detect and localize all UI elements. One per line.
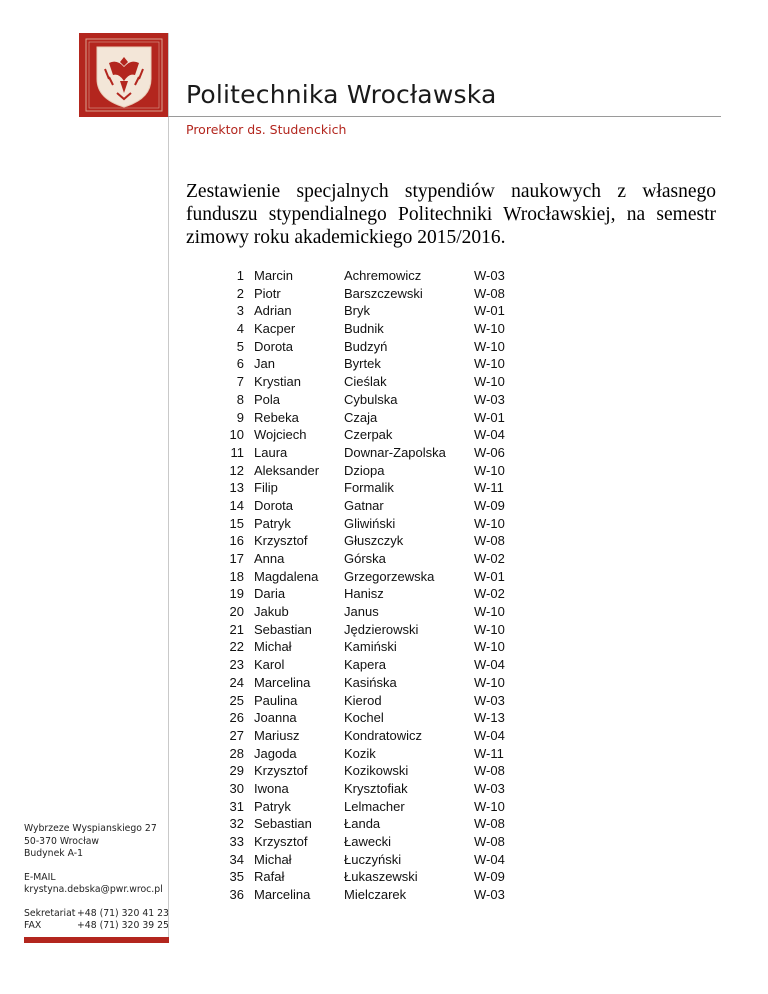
row-number: 20: [229, 604, 244, 620]
row-number: 2: [236, 285, 244, 301]
first-name: Karol: [254, 657, 285, 673]
first-name: Magdalena: [254, 568, 319, 584]
faculty-code: W-01: [474, 568, 505, 584]
row-number: 19: [229, 586, 244, 602]
list-row: [226, 621, 524, 639]
last-name: Krysztofiak: [344, 780, 408, 796]
last-name: Grzegorzewska: [344, 568, 435, 584]
first-name: Krzysztof: [254, 763, 308, 779]
list-row: [226, 727, 524, 745]
row-number: 11: [230, 444, 244, 460]
address-line: Wybrzeze Wyspianskiego 27: [24, 823, 157, 834]
phone-number: +48 (71) 320 41 23: [77, 907, 169, 919]
list-row: [226, 568, 524, 586]
row-number: 30: [229, 780, 244, 796]
list-row: [226, 462, 524, 480]
row-number: 8: [236, 391, 244, 407]
last-name: Górska: [344, 551, 386, 566]
row-number: 28: [229, 745, 244, 761]
last-name: Bryk: [344, 303, 370, 319]
faculty-code: W-10: [474, 356, 505, 372]
row-number: 1: [236, 268, 244, 283]
faculty-code: W-11: [474, 745, 504, 761]
first-name: Mariusz: [254, 727, 300, 743]
fax-label: FAX: [24, 920, 42, 931]
fax-number: +48 (71) 320 39 25: [77, 920, 169, 931]
first-name: Patryk: [254, 798, 291, 814]
row-number: 21: [229, 621, 244, 637]
first-name: Marcelina: [254, 887, 311, 903]
first-name: Jakub: [254, 604, 289, 620]
document-title: Zestawienie specjalnych stypendiów naukowych z własnego funduszu stypendialnego Politechniki Wrocławskiej, na semestr zimowy roku akademickiego 2015/2016.: [186, 181, 716, 248]
last-name: Ławecki: [344, 834, 391, 849]
last-name: Czerpak: [344, 427, 393, 443]
last-name: Kozik: [344, 745, 376, 761]
first-name: Adrian: [254, 303, 292, 319]
first-name: Daria: [254, 586, 286, 602]
last-name: Lelmacher: [344, 798, 405, 814]
header-divider: [168, 116, 721, 117]
row-number: 15: [229, 515, 244, 531]
row-number: 5: [236, 338, 244, 354]
row-number: 12: [229, 462, 244, 478]
list-row: [226, 798, 524, 816]
list-row: [226, 515, 524, 533]
row-number: 36: [229, 887, 244, 903]
last-name: Kierod: [344, 692, 382, 708]
faculty-code: W-08: [474, 763, 505, 779]
list-row: [226, 815, 524, 833]
last-name: Janus: [344, 604, 379, 620]
first-name: Michał: [254, 639, 292, 655]
faculty-code: W-03: [474, 391, 505, 407]
last-name: Łanda: [344, 816, 381, 832]
last-name: Formalik: [344, 480, 394, 496]
faculty-code: W-04: [474, 657, 505, 673]
row-number: 16: [229, 533, 244, 549]
contact-block: [24, 823, 169, 933]
last-name: Budzyń: [344, 338, 388, 354]
list-row: [226, 532, 524, 550]
faculty-code: W-10: [474, 515, 505, 531]
phone-label: Sekretariat: [24, 907, 76, 919]
last-name: Cybulska: [344, 391, 398, 407]
row-number: 22: [229, 639, 244, 655]
row-number: 25: [229, 692, 244, 708]
last-name: Kozikowski: [344, 763, 409, 779]
last-name: Czaja: [344, 409, 378, 425]
first-name: Michał: [254, 851, 292, 867]
faculty-code: W-01: [474, 303, 505, 319]
list-row: [226, 444, 524, 462]
eagle-emblem-icon: [79, 33, 169, 117]
last-name: Barszczewski: [344, 285, 423, 301]
first-name: Dorota: [254, 338, 294, 354]
last-name: Łukaszewski: [344, 869, 418, 885]
faculty-code: W-06: [474, 444, 505, 460]
faculty-code: W-10: [474, 639, 505, 655]
row-number: 7: [236, 374, 244, 390]
list-row: [226, 603, 524, 621]
row-number: 3: [236, 303, 244, 319]
last-name: Dziopa: [344, 462, 385, 478]
list-row: [226, 638, 524, 656]
list-row: [226, 338, 524, 356]
row-number: 35: [229, 869, 244, 885]
last-name: Mielczarek: [344, 887, 407, 903]
first-name: Krzysztof: [254, 834, 308, 849]
first-name: Marcin: [254, 268, 294, 283]
list-row: [226, 373, 524, 391]
first-name: Kacper: [254, 321, 296, 337]
faculty-code: W-09: [474, 497, 505, 513]
first-name: Filip: [254, 480, 278, 496]
first-name: Anna: [254, 551, 285, 566]
address-line: 50-370 Wrocław: [24, 835, 100, 847]
footer-accent-bar: [24, 937, 169, 943]
first-name: Krystian: [254, 374, 301, 390]
row-number: 31: [229, 798, 244, 814]
first-name: Pola: [254, 391, 281, 407]
row-number: 4: [236, 321, 244, 337]
faculty-code: W-08: [474, 285, 505, 301]
first-name: Rafał: [254, 869, 285, 885]
first-name: Jagoda: [254, 745, 297, 761]
faculty-code: W-09: [474, 869, 505, 885]
faculty-code: W-10: [474, 374, 505, 390]
row-number: 33: [229, 834, 244, 849]
row-number: 13: [229, 480, 244, 496]
last-name: Downar-Zapolska: [344, 444, 446, 460]
first-name: Paulina: [254, 692, 298, 708]
list-row: [226, 302, 524, 320]
last-name: Łuczyński: [344, 851, 402, 867]
row-number: 14: [229, 497, 244, 513]
last-name: Gliwiński: [344, 515, 396, 531]
first-name: Piotr: [254, 285, 281, 301]
list-row: [226, 780, 524, 798]
list-row: [226, 851, 524, 869]
row-number: 32: [229, 816, 244, 832]
last-name: Gatnar: [344, 497, 384, 513]
faculty-code: W-11: [474, 480, 504, 496]
university-logo: [79, 33, 169, 117]
first-name: Sebastian: [254, 621, 312, 637]
faculty-code: W-02: [474, 551, 505, 566]
unit-name: Prorektor ds. Studenckich: [186, 122, 347, 137]
scholarship-list: [226, 267, 524, 904]
row-number: 34: [229, 851, 244, 867]
last-name: Achremowicz: [344, 268, 422, 283]
faculty-code: W-03: [474, 887, 505, 903]
university-name: Politechnika Wrocławska: [186, 80, 497, 109]
faculty-code: W-10: [474, 674, 505, 690]
last-name: Kasińska: [344, 674, 397, 690]
first-name: Dorota: [254, 497, 294, 513]
first-name: Sebastian: [254, 816, 312, 832]
list-row: [226, 868, 524, 886]
row-number: 10: [229, 427, 244, 443]
faculty-code: W-03: [474, 780, 505, 796]
first-name: Iwona: [254, 780, 289, 796]
row-number: 26: [229, 710, 244, 726]
list-row: [226, 674, 524, 692]
faculty-code: W-10: [474, 621, 505, 637]
first-name: Wojciech: [254, 427, 307, 443]
first-name: Laura: [254, 444, 288, 460]
first-name: Aleksander: [254, 462, 320, 478]
faculty-code: W-10: [474, 321, 505, 337]
list-row: [226, 550, 524, 568]
first-name: Rebeka: [254, 409, 299, 425]
faculty-code: W-04: [474, 427, 505, 443]
row-number: 24: [229, 674, 244, 690]
faculty-code: W-10: [474, 798, 505, 814]
email-label: E-MAIL: [24, 871, 56, 883]
last-name: Kamiński: [344, 639, 397, 655]
list-row: [226, 409, 524, 427]
address-line: Budynek A-1: [24, 848, 84, 859]
row-number: 9: [236, 409, 244, 425]
list-row: [226, 833, 524, 851]
last-name: Kondratowicz: [344, 727, 423, 743]
last-name: Byrtek: [344, 356, 381, 372]
first-name: Marcelina: [254, 674, 311, 690]
first-name: Patryk: [254, 515, 291, 531]
list-row: [226, 692, 524, 710]
faculty-code: W-08: [474, 533, 505, 549]
list-row: [226, 656, 524, 674]
list-row: [226, 320, 524, 338]
last-name: Kapera: [344, 657, 386, 673]
list-row: [226, 391, 524, 409]
last-name: Głuszczyk: [344, 533, 404, 549]
list-row: [226, 585, 524, 603]
row-number: 29: [229, 763, 244, 779]
last-name: Hanisz: [344, 586, 384, 602]
last-name: Kochel: [344, 710, 384, 726]
list-row: [226, 886, 524, 904]
row-number: 18: [229, 568, 244, 584]
row-number: 6: [236, 356, 244, 372]
first-name: Joanna: [254, 710, 297, 726]
email-address: krystyna.debska@pwr.wroc.pl: [24, 884, 163, 895]
list-row: [226, 497, 524, 515]
faculty-code: W-08: [474, 816, 505, 832]
row-number: 23: [229, 657, 244, 673]
first-name: Krzysztof: [254, 533, 308, 549]
row-number: 27: [229, 727, 244, 743]
faculty-code: W-10: [474, 338, 505, 354]
first-name: Jan: [254, 356, 275, 372]
faculty-code: W-03: [474, 268, 505, 283]
list-row: [226, 355, 524, 373]
list-row: [226, 479, 524, 497]
last-name: Budnik: [344, 321, 384, 337]
list-row: [226, 267, 524, 285]
list-row: [226, 762, 524, 780]
faculty-code: W-04: [474, 727, 505, 743]
sidebar-divider: [168, 33, 169, 938]
faculty-code: W-02: [474, 586, 505, 602]
faculty-code: W-08: [474, 834, 505, 849]
faculty-code: W-03: [474, 692, 505, 708]
last-name: Cieślak: [344, 374, 387, 390]
row-number: 17: [229, 551, 244, 566]
list-row: [226, 426, 524, 444]
list-row: [226, 745, 524, 763]
faculty-code: W-10: [474, 604, 505, 620]
faculty-code: W-10: [474, 462, 505, 478]
last-name: Jędzierowski: [344, 621, 419, 637]
faculty-code: W-04: [474, 851, 505, 867]
list-row: [226, 285, 524, 303]
list-row: [226, 709, 524, 727]
faculty-code: W-01: [474, 409, 505, 425]
faculty-code: W-13: [474, 710, 505, 726]
